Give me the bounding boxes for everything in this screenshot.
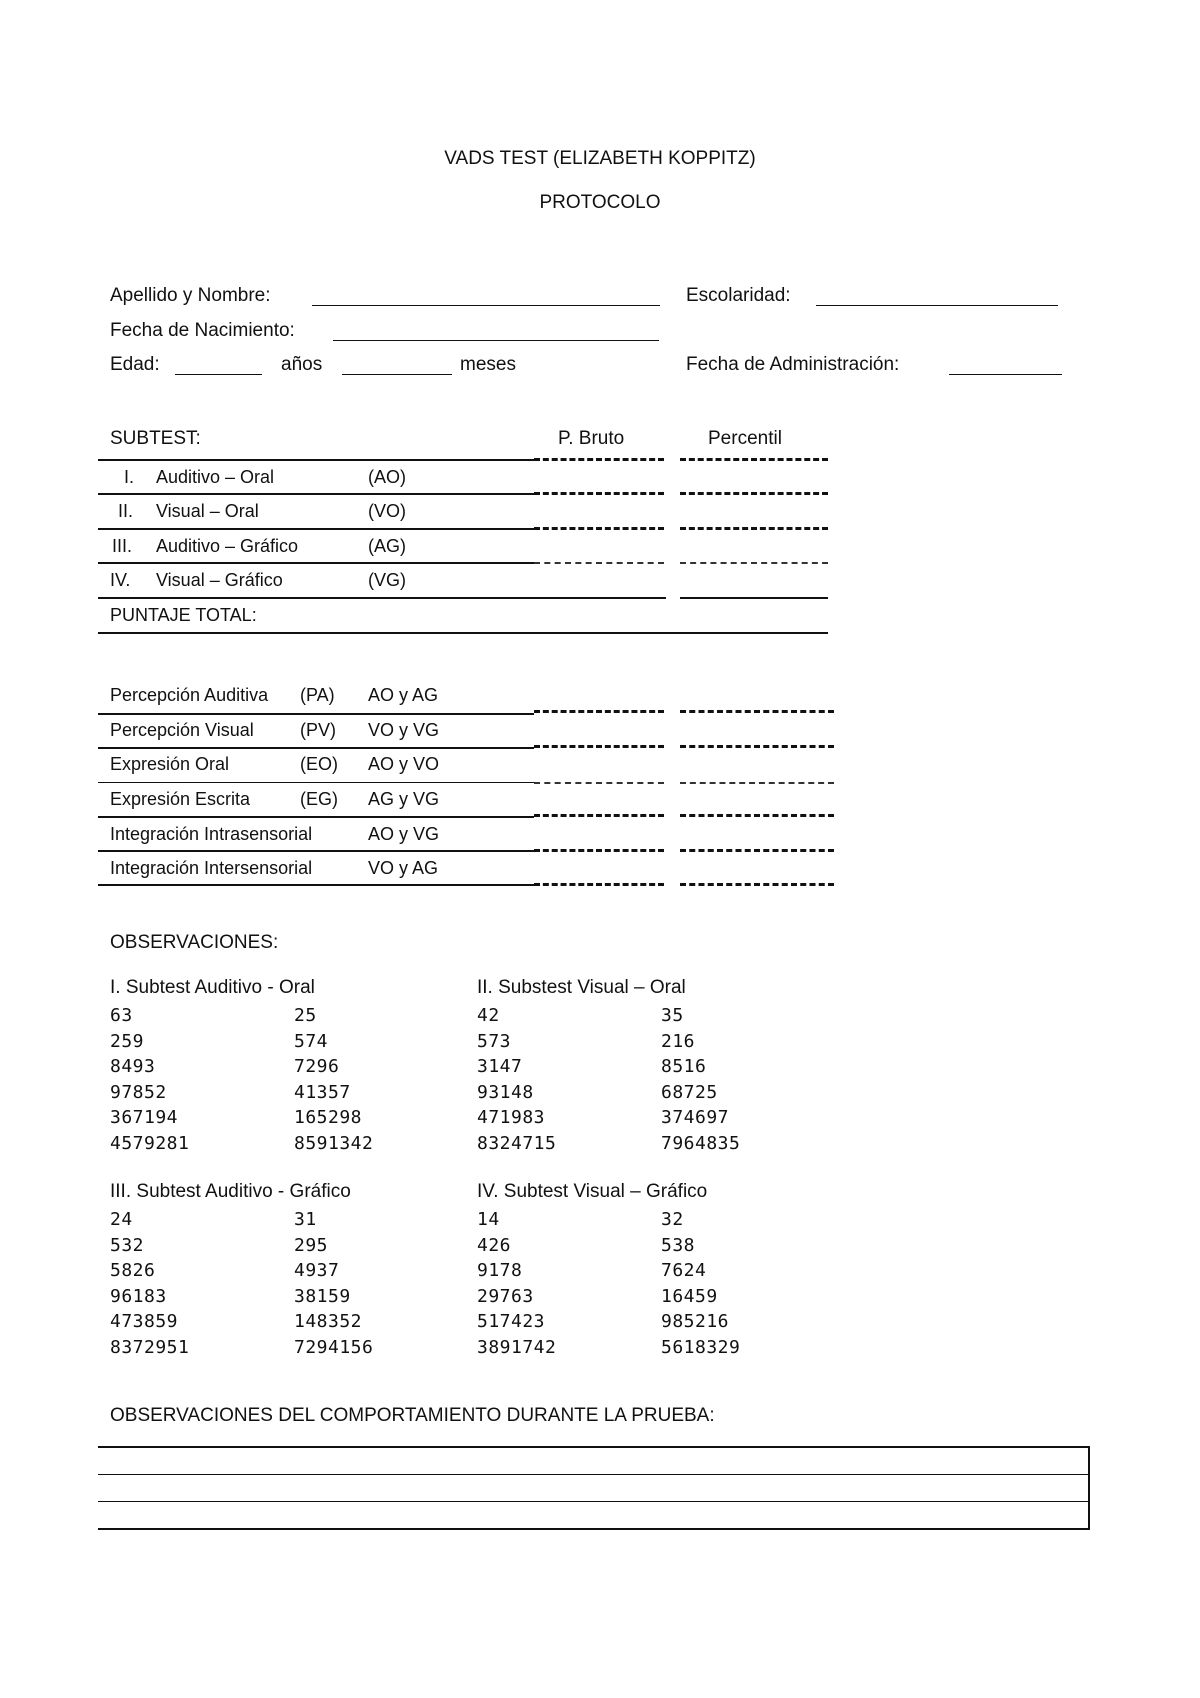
row-divider xyxy=(98,713,534,715)
sequence-item: 3147 xyxy=(477,1056,523,1078)
sequence-item: 367194 xyxy=(110,1107,179,1129)
sequence-item: 97852 xyxy=(110,1081,167,1103)
sequence-item: 148352 xyxy=(294,1311,363,1333)
composite-combo: AO y AG xyxy=(368,685,439,705)
subtest-num: I. xyxy=(124,467,135,487)
sequence-item: 517423 xyxy=(477,1311,546,1333)
behavior-observations-label: OBSERVACIONES DEL COMPORTAMIENTO DURANTE LA PRUEBA: xyxy=(110,1405,715,1426)
total-percentile-field[interactable] xyxy=(680,597,828,599)
sequence-item: 538 xyxy=(661,1234,696,1256)
months-label: meses xyxy=(460,354,516,375)
school-field[interactable] xyxy=(816,305,1058,306)
subtest-header-label: SUBTEST: xyxy=(110,428,201,449)
sequence-item: 32 xyxy=(661,1209,684,1230)
subtest-name: Visual – Oral xyxy=(156,501,259,521)
name-label: Apellido y Nombre: xyxy=(110,285,271,306)
composite-code: (PA) xyxy=(300,685,335,705)
composite-percentile-field[interactable] xyxy=(680,710,834,713)
raw-score-field-vo[interactable] xyxy=(534,492,664,495)
row-divider xyxy=(98,850,534,852)
composite-name: Integración Intersensorial xyxy=(110,858,313,878)
composite-raw-field[interactable] xyxy=(534,883,664,886)
composite-combo: VO y AG xyxy=(368,858,439,878)
composite-name: Integración Intrasensorial xyxy=(110,824,313,844)
block-title: II. Substest Visual – Oral xyxy=(477,977,686,998)
composite-percentile-field[interactable] xyxy=(680,782,834,784)
composite-raw-field[interactable] xyxy=(534,782,664,784)
row-divider xyxy=(98,747,534,749)
sequence-item: 9178 xyxy=(477,1260,523,1282)
sequence-item: 5618329 xyxy=(661,1336,741,1358)
composite-raw-field[interactable] xyxy=(534,710,664,713)
sequence-item: 41357 xyxy=(294,1081,351,1103)
sequence-item: 573 xyxy=(477,1030,512,1052)
sequence-item: 4937 xyxy=(294,1260,340,1282)
age-label: Edad: xyxy=(110,354,160,375)
row-divider xyxy=(98,816,534,818)
composite-percentile-field[interactable] xyxy=(680,849,834,852)
composite-raw-field[interactable] xyxy=(534,814,664,817)
sequence-item: 25 xyxy=(294,1005,317,1026)
composite-percentile-field[interactable] xyxy=(680,883,834,886)
sequence-column xyxy=(294,1207,373,1361)
age-years-field[interactable] xyxy=(175,374,262,375)
sequence-item: 165298 xyxy=(294,1107,363,1129)
subtest-num: III. xyxy=(112,536,133,556)
composite-percentile-field[interactable] xyxy=(680,745,834,748)
sequence-item: 8372951 xyxy=(110,1336,190,1358)
composite-combo: AO y VG xyxy=(368,824,440,844)
composite-percentile-field[interactable] xyxy=(680,814,834,817)
subtest-name: Auditivo – Oral xyxy=(156,467,275,487)
birth-date-label: Fecha de Nacimiento: xyxy=(110,320,295,341)
behavior-line[interactable] xyxy=(98,1502,1088,1528)
row-divider xyxy=(98,493,534,495)
composite-raw-field[interactable] xyxy=(534,745,664,748)
document-title: VADS TEST (ELIZABETH KOPPITZ) xyxy=(444,148,756,169)
sequence-item: 574 xyxy=(294,1030,329,1052)
subtest-code: (AO) xyxy=(368,467,406,487)
sequence-item: 8324715 xyxy=(477,1132,557,1154)
subtest-code: (VO) xyxy=(368,501,406,521)
composite-name: Percepción Visual xyxy=(110,720,254,740)
sequence-item: 93148 xyxy=(477,1081,534,1103)
sequence-item: 16459 xyxy=(661,1285,718,1307)
composite-raw-field[interactable] xyxy=(534,849,664,852)
sequence-column xyxy=(110,1003,189,1157)
sequence-item: 426 xyxy=(477,1234,512,1256)
composite-code: (PV) xyxy=(300,720,336,740)
row-divider xyxy=(98,459,534,461)
table-bottom-rule xyxy=(98,632,828,634)
raw-score-field-vg[interactable] xyxy=(534,562,664,564)
sequence-item: 374697 xyxy=(661,1107,730,1129)
subtest-code: (VG) xyxy=(368,570,406,590)
document-subtitle: PROTOCOLO xyxy=(539,192,661,213)
composite-name: Expresión Escrita xyxy=(110,789,251,809)
sequence-item: 38159 xyxy=(294,1285,351,1307)
sequence-item: 295 xyxy=(294,1234,329,1256)
raw-score-field-ag[interactable] xyxy=(534,527,664,530)
sequence-item: 42 xyxy=(477,1005,500,1026)
composite-combo: VO y VG xyxy=(368,720,440,740)
subtest-num: IV. xyxy=(110,570,131,590)
sequence-item: 3891742 xyxy=(477,1336,557,1358)
years-label: años xyxy=(281,354,323,375)
subtest-code: (AG) xyxy=(368,536,406,556)
row-divider xyxy=(98,782,534,783)
total-score-label: PUNTAJE TOTAL: xyxy=(110,605,257,625)
composite-name: Expresión Oral xyxy=(110,754,230,774)
sequence-item: 68725 xyxy=(661,1081,718,1103)
sequence-column xyxy=(477,1003,556,1157)
composite-combo: AO y VO xyxy=(368,754,440,774)
row-divider xyxy=(98,562,534,564)
block-title: I. Subtest Auditivo - Oral xyxy=(110,977,315,998)
sequence-item: 216 xyxy=(661,1030,696,1052)
sequence-item: 7296 xyxy=(294,1056,340,1078)
sequence-column xyxy=(661,1003,740,1157)
subtest-name: Visual – Gráfico xyxy=(156,570,283,590)
sequence-item: 8591342 xyxy=(294,1132,374,1154)
sequence-item: 14 xyxy=(477,1209,500,1230)
sequence-item: 985216 xyxy=(661,1311,730,1333)
observations-label: OBSERVACIONES: xyxy=(110,932,279,953)
sequence-item: 7624 xyxy=(661,1260,707,1282)
sequence-item: 5826 xyxy=(110,1260,156,1282)
sequence-item: 4579281 xyxy=(110,1132,190,1154)
subtest-name: Auditivo – Gráfico xyxy=(156,536,299,556)
sequence-item: 7964835 xyxy=(661,1132,741,1154)
sequence-item: 63 xyxy=(110,1005,133,1026)
sequence-item: 31 xyxy=(294,1209,317,1230)
sequence-item: 259 xyxy=(110,1030,145,1052)
percentile-field-vo[interactable] xyxy=(680,492,828,495)
sequence-item: 35 xyxy=(661,1005,684,1026)
name-field[interactable] xyxy=(312,305,660,306)
sequence-column xyxy=(661,1207,740,1361)
admin-date-label: Fecha de Administración: xyxy=(686,354,900,375)
composite-code: (EG) xyxy=(300,789,338,809)
behavior-observations-box xyxy=(98,1446,1090,1530)
raw-score-header: P. Bruto xyxy=(558,428,625,449)
block-title: III. Subtest Auditivo - Gráfico xyxy=(110,1181,351,1202)
block-title: IV. Subtest Visual – Gráfico xyxy=(477,1181,708,1202)
sequence-item: 29763 xyxy=(477,1285,534,1307)
sequence-item: 473859 xyxy=(110,1311,179,1333)
sequence-item: 96183 xyxy=(110,1285,167,1307)
subtest-num: II. xyxy=(118,501,134,521)
percentile-field-ag[interactable] xyxy=(680,527,828,530)
sequence-column xyxy=(110,1207,189,1361)
school-label: Escolaridad: xyxy=(686,285,791,306)
sequence-item: 8516 xyxy=(661,1056,707,1078)
admin-date-field[interactable] xyxy=(949,374,1062,375)
behavior-line[interactable] xyxy=(98,1448,1088,1475)
sequence-item: 24 xyxy=(110,1209,133,1230)
row-divider xyxy=(98,884,534,886)
percentile-header: Percentil xyxy=(708,428,782,449)
row-divider xyxy=(98,597,666,599)
percentile-field-vg[interactable] xyxy=(680,562,828,564)
age-months-field[interactable] xyxy=(342,374,452,375)
sequence-column xyxy=(294,1003,373,1157)
sequence-item: 7294156 xyxy=(294,1336,374,1358)
sequence-column xyxy=(477,1207,556,1361)
row-divider xyxy=(98,528,534,530)
birth-date-field[interactable] xyxy=(333,340,659,341)
composite-code: (EO) xyxy=(300,754,338,774)
raw-score-field-ao[interactable] xyxy=(534,458,664,461)
behavior-line[interactable] xyxy=(98,1475,1088,1502)
composite-name: Percepción Auditiva xyxy=(110,685,269,705)
sequence-item: 8493 xyxy=(110,1056,156,1078)
composite-combo: AG y VG xyxy=(368,789,440,809)
sequence-item: 471983 xyxy=(477,1107,546,1129)
percentile-field-ao[interactable] xyxy=(680,458,828,461)
sequence-item: 532 xyxy=(110,1234,145,1256)
